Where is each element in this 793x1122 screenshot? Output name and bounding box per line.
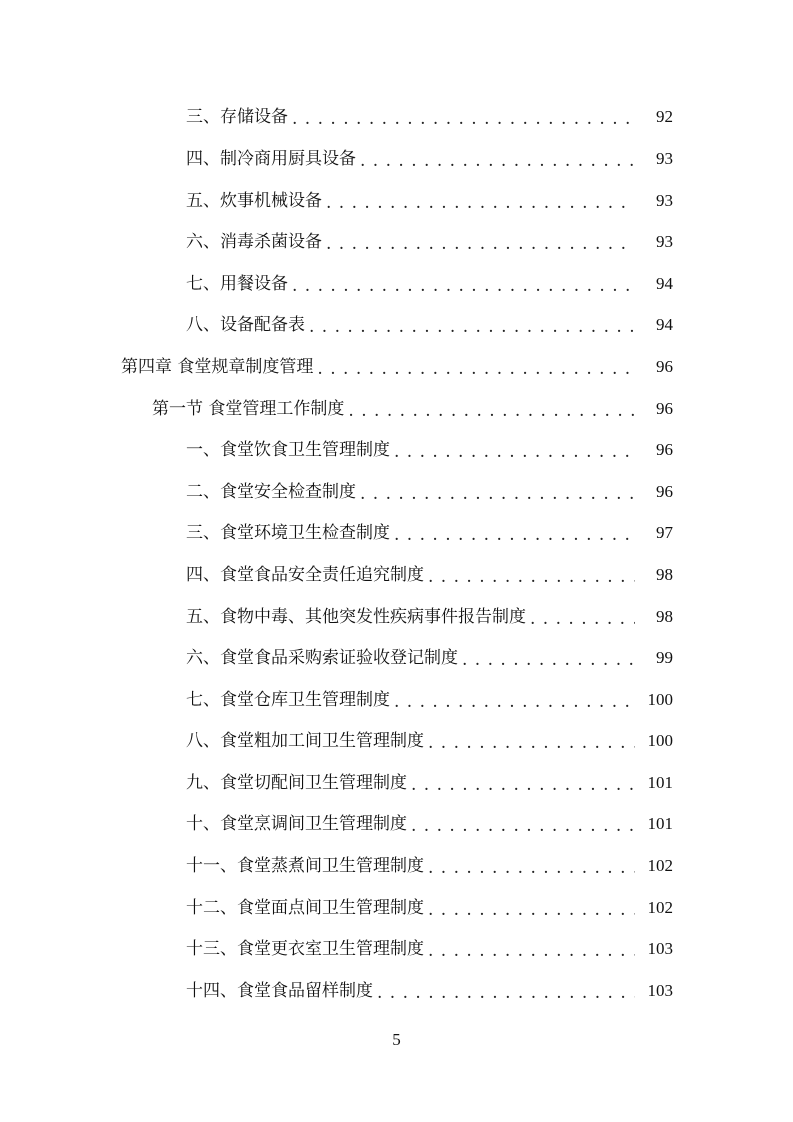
toc-entry-label: 第四章 食堂规章制度管理 bbox=[121, 357, 314, 377]
toc-entry[interactable] bbox=[186, 644, 673, 672]
toc-entry-label: 六、食堂食品采购索证验收登记制度 bbox=[186, 648, 458, 668]
toc-entry[interactable] bbox=[186, 145, 673, 173]
toc-entry-label: 十、食堂烹调间卫生管理制度 bbox=[186, 814, 407, 834]
toc-leader-dots bbox=[394, 521, 635, 549]
toc-entry-label: 十四、食堂食品留样制度 bbox=[186, 981, 373, 1001]
toc-entry-label: 四、食堂食品安全责任追究制度 bbox=[186, 565, 424, 585]
toc-leader-dots bbox=[462, 646, 635, 674]
toc-leader-dots bbox=[317, 355, 635, 383]
toc-entry-page: 93 bbox=[656, 232, 673, 251]
toc-entry-page: 97 bbox=[656, 523, 673, 542]
toc-leader-dots bbox=[326, 189, 635, 217]
toc-entry[interactable] bbox=[186, 727, 673, 755]
toc-entry[interactable] bbox=[186, 810, 673, 838]
toc-entry[interactable] bbox=[186, 935, 673, 963]
toc-entry-label: 十三、食堂更衣室卫生管理制度 bbox=[186, 939, 424, 959]
toc-entry-page: 92 bbox=[656, 107, 673, 126]
toc-entry[interactable] bbox=[186, 561, 673, 589]
toc-leader-dots bbox=[428, 896, 635, 924]
toc-entry-page: 93 bbox=[656, 149, 673, 168]
toc-entry[interactable] bbox=[186, 270, 673, 298]
toc-entry-label: 四、制冷商用厨具设备 bbox=[186, 149, 356, 169]
toc-leader-dots bbox=[428, 937, 635, 965]
toc-entry-page: 98 bbox=[656, 565, 673, 584]
toc-leader-dots bbox=[292, 272, 635, 300]
toc-entry-label: 一、食堂饮食卫生管理制度 bbox=[186, 440, 390, 460]
toc-leader-dots bbox=[428, 854, 635, 882]
toc-leader-dots bbox=[530, 605, 635, 633]
toc-entry-page: 101 bbox=[647, 773, 673, 792]
toc-entry-label: 第一节 食堂管理工作制度 bbox=[152, 399, 345, 419]
toc-entry-label: 九、食堂切配间卫生管理制度 bbox=[186, 773, 407, 793]
toc-leader-dots bbox=[360, 147, 635, 175]
toc-leader-dots bbox=[394, 688, 635, 716]
toc-entry[interactable] bbox=[186, 769, 673, 797]
toc-leader-dots bbox=[360, 480, 635, 508]
toc-entry-page: 94 bbox=[656, 315, 673, 334]
toc-leader-dots bbox=[377, 979, 635, 1007]
toc-chapter-entry[interactable] bbox=[121, 353, 673, 381]
toc-leader-dots bbox=[326, 230, 635, 258]
toc-entry-page: 100 bbox=[647, 731, 673, 750]
toc-entry[interactable] bbox=[186, 686, 673, 714]
toc-entry-label: 十二、食堂面点间卫生管理制度 bbox=[186, 898, 424, 918]
toc-entry-page: 101 bbox=[647, 814, 673, 833]
toc-entry[interactable] bbox=[186, 436, 673, 464]
toc-entry[interactable] bbox=[186, 478, 673, 506]
toc-entry[interactable] bbox=[186, 228, 673, 256]
toc-entry-page: 102 bbox=[647, 856, 673, 875]
toc-entry-page: 96 bbox=[656, 482, 673, 501]
toc-leader-dots bbox=[348, 397, 635, 425]
toc-entry-page: 93 bbox=[656, 191, 673, 210]
toc-entry-page: 96 bbox=[656, 357, 673, 376]
toc-leader-dots bbox=[394, 438, 635, 466]
toc-entry-label: 七、用餐设备 bbox=[186, 274, 288, 294]
toc-entry-page: 103 bbox=[647, 939, 673, 958]
toc-leader-dots bbox=[309, 313, 635, 341]
toc-entry-page: 96 bbox=[656, 399, 673, 418]
toc-leader-dots bbox=[292, 105, 635, 133]
toc-leader-dots bbox=[428, 729, 635, 757]
toc-entry-label: 五、食物中毒、其他突发性疾病事件报告制度 bbox=[186, 607, 526, 627]
toc-entry-page: 99 bbox=[656, 648, 673, 667]
toc-entry[interactable] bbox=[186, 519, 673, 547]
toc-leader-dots bbox=[411, 812, 635, 840]
toc-entry-page: 102 bbox=[647, 898, 673, 917]
page-number: 5 bbox=[392, 1030, 401, 1049]
toc-leader-dots bbox=[428, 563, 635, 591]
toc-entry-page: 96 bbox=[656, 440, 673, 459]
toc-entry-label: 八、设备配备表 bbox=[186, 315, 305, 335]
toc-entry-label: 三、存储设备 bbox=[186, 107, 288, 127]
toc-entry-label: 三、食堂环境卫生检查制度 bbox=[186, 523, 390, 543]
toc-section-entry[interactable] bbox=[152, 395, 673, 423]
toc-entry-label: 十一、食堂蒸煮间卫生管理制度 bbox=[186, 856, 424, 876]
toc-entry-label: 六、消毒杀菌设备 bbox=[186, 232, 322, 252]
toc-entry[interactable] bbox=[186, 977, 673, 1005]
toc-entry-page: 94 bbox=[656, 274, 673, 293]
toc-entry[interactable] bbox=[186, 311, 673, 339]
toc-entry-page: 100 bbox=[647, 690, 673, 709]
toc-entry-label: 八、食堂粗加工间卫生管理制度 bbox=[186, 731, 424, 751]
toc-entry[interactable] bbox=[186, 187, 673, 215]
toc-entry[interactable] bbox=[186, 103, 673, 131]
toc-entry[interactable] bbox=[186, 894, 673, 922]
toc-entry-label: 五、炊事机械设备 bbox=[186, 191, 322, 211]
toc-entry[interactable] bbox=[186, 852, 673, 880]
toc-entry-label: 七、食堂仓库卫生管理制度 bbox=[186, 690, 390, 710]
toc-entry-page: 98 bbox=[656, 607, 673, 626]
toc-entry-label: 二、食堂安全检查制度 bbox=[186, 482, 356, 502]
toc-entry[interactable] bbox=[186, 603, 673, 631]
toc-leader-dots bbox=[411, 771, 635, 799]
toc-entry-page: 103 bbox=[647, 981, 673, 1000]
